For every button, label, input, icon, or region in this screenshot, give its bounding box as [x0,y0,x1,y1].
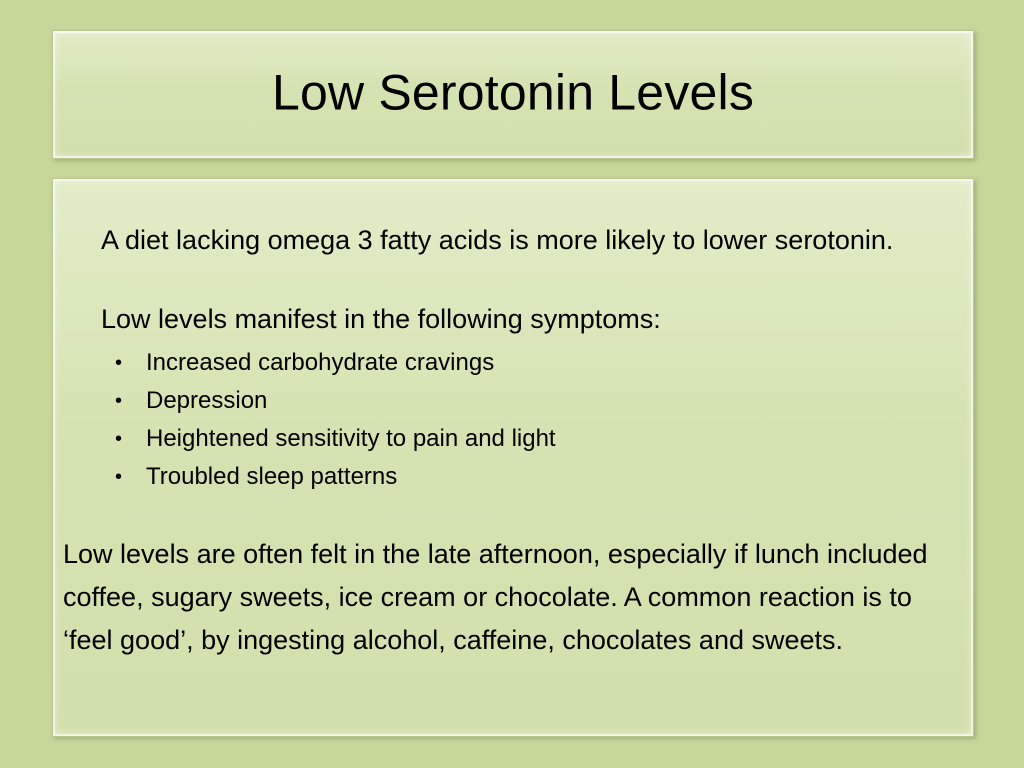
content-panel [52,178,974,737]
symptom-label: Depression [146,387,268,414]
symptom-label: Heightened sensitivity to pain and light [146,425,556,452]
symptom-list [115,344,556,496]
bullet-icon: • [115,390,123,412]
bullet-icon: • [115,352,123,374]
title-panel [52,30,974,159]
intro-paragraph-omega3: A diet lacking omega 3 fatty acids is more likely to lower serotonin. [101,225,894,255]
list-item [115,458,556,496]
symptom-label: Increased carbohydrate cravings [146,349,495,376]
bullet-icon: • [115,428,123,450]
intro-paragraph-symptoms: Low levels manifest in the following symptoms: [101,304,661,334]
closing-paragraph: Low levels are often felt in the late afternoon, especially if lunch included coffee, sugary sweets, ice cream or chocolate. A common reaction is to ‘feel good’, by ingesting alcohol, caffeine, chocolates and sweets. [63,539,928,655]
slide-title: Low Serotonin Levels [271,64,755,121]
symptom-label: Troubled sleep patterns [146,463,398,490]
list-item [115,344,556,382]
list-item [115,382,556,420]
list-item [115,420,556,458]
bullet-icon: • [115,466,123,488]
